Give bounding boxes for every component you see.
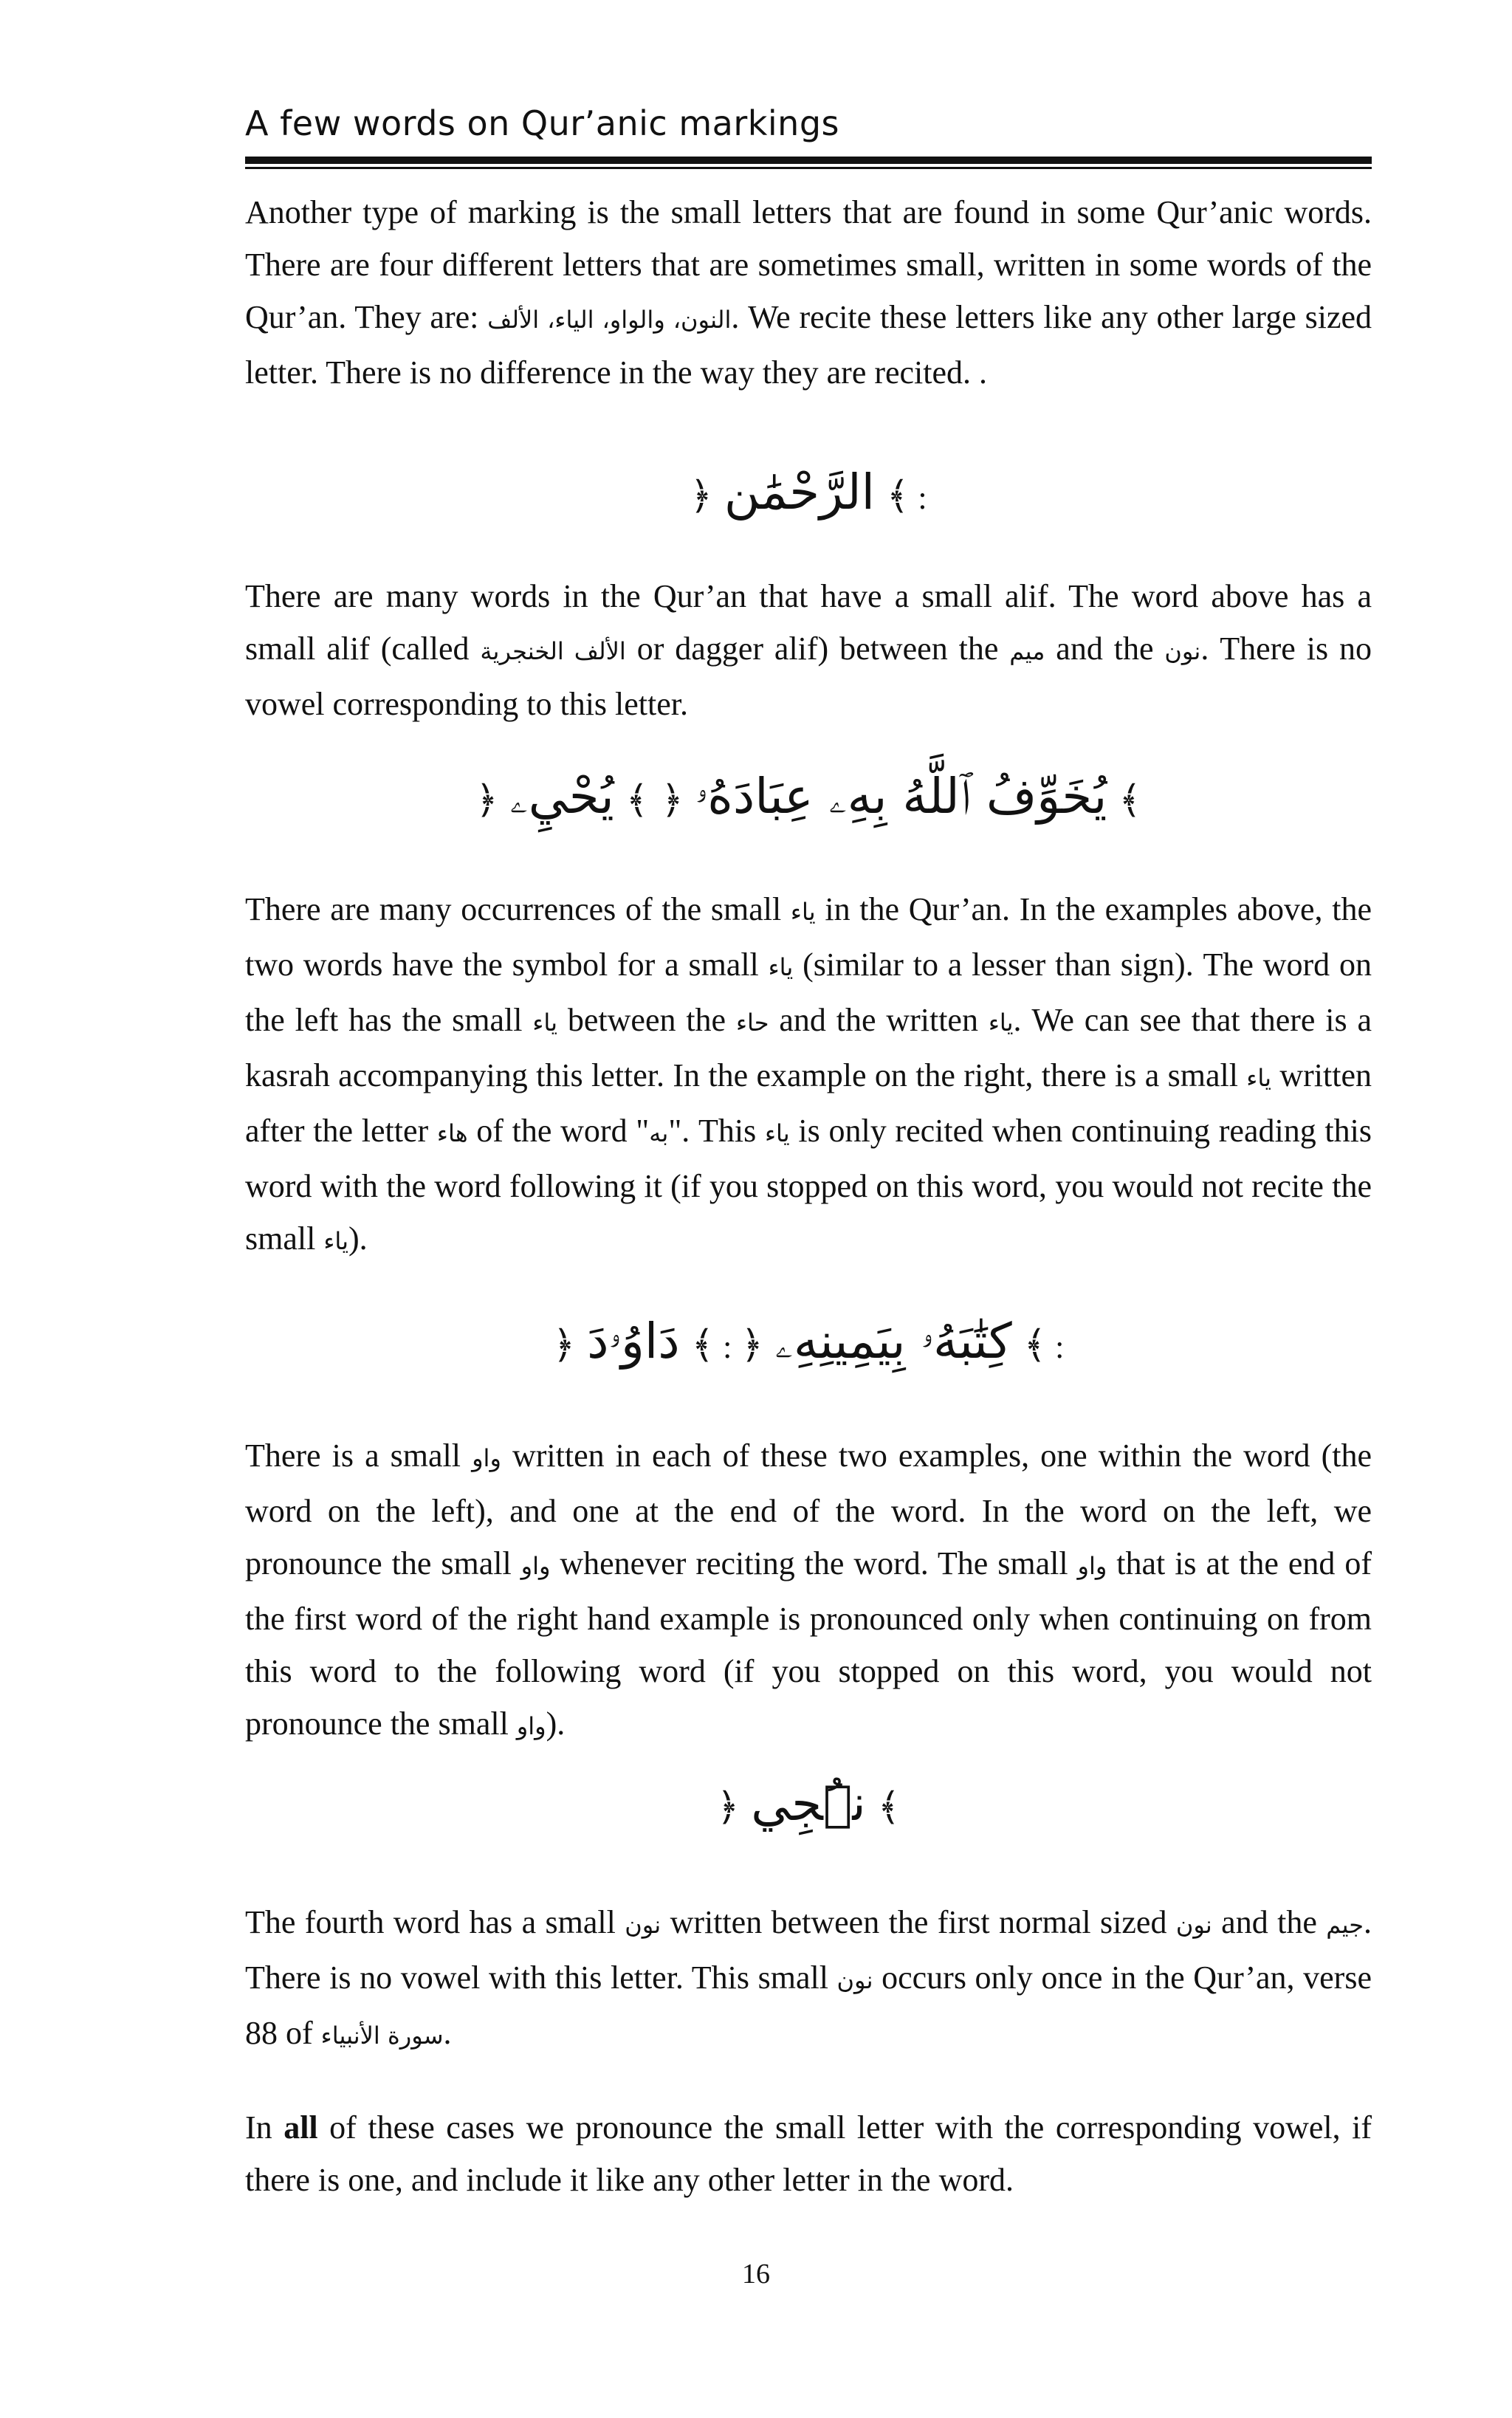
ornate-bracket-left: ﴿ [716, 1785, 740, 1830]
arabic-word: نُۨجِي [751, 1775, 866, 1832]
arabic-term: واو [1077, 1552, 1107, 1580]
paragraph-small-noon [245, 1896, 1372, 2062]
text: is only recited when continuing reading this word with the word following it (if you stopped on this word, you would not recite the small [245, 1113, 1372, 1257]
arabic-term: هاء [436, 1119, 468, 1147]
paragraph-four-small-letters [245, 186, 1372, 399]
text: Another type of marking is the small letters that are found in some Qur’anic words. There are four different letters that are sometimes small, written in some words of the Qur’an. They are: [245, 194, 1372, 335]
ornate-bracket-left: ﴿ [475, 778, 498, 822]
colon: : [1055, 1329, 1065, 1365]
text: . [443, 2015, 452, 2051]
text: There are many words in the Qur’an that have a small alif. The word above has a small alif (called [245, 578, 1372, 667]
arabic-term: ياء [768, 953, 794, 981]
paragraph-small-alif [245, 570, 1372, 730]
arabic-term: حاء [735, 1009, 769, 1037]
text: or dagger alif) between the [625, 631, 1010, 667]
arabic-term: ميم [1009, 637, 1045, 665]
arabic-letters-list: النون، والواو، الياء، الألف [487, 306, 732, 334]
page-number: 16 [742, 2259, 770, 2290]
colon: : [723, 1329, 732, 1365]
arabic-word-left: دَاوُۥدَ [587, 1313, 680, 1370]
text: ). [348, 1220, 368, 1257]
arabic-term: ياء [988, 1009, 1014, 1037]
arabic-term: ياء [1246, 1064, 1271, 1092]
ornate-bracket-left: ﴿ [552, 1323, 576, 1367]
arabic-term: ياء [532, 1009, 558, 1037]
ornate-bracket-left: ﴿ [740, 1323, 763, 1367]
page-header-title: A few words on Qur’anic markings [245, 103, 839, 143]
text: and the written [769, 1002, 989, 1038]
header-rule-thick [245, 157, 1372, 164]
text: There is a small [245, 1438, 472, 1474]
arabic-term: ياء [764, 1119, 790, 1147]
arabic-term: نون [836, 1966, 873, 1994]
text: ). [546, 1706, 566, 1742]
header-rule-thin [245, 167, 1372, 169]
paragraph-small-waw [245, 1429, 1372, 1753]
text: occurs only once in the Qur’an, verse 88 of [245, 1960, 1372, 2051]
ornate-bracket-left: ﴿ [690, 474, 712, 518]
text: In [245, 2109, 284, 2146]
text: . We recite these letters like any other large sized letter. There is no difference in the way they are recited. . [245, 299, 1372, 391]
text: and the [1212, 1904, 1327, 1940]
arabic-term: جيم [1326, 1911, 1364, 1939]
text: in the Qur’an. In the examples above, the two words have the symbol for a small [245, 891, 1372, 983]
text: There are many occurrences of the small [245, 891, 791, 927]
paragraph-small-yaa [245, 883, 1372, 1268]
example-small-waw [245, 1313, 1372, 1371]
example-small-yaa [245, 768, 1372, 826]
text: between the [557, 1002, 736, 1038]
emphasis-text: all [284, 2109, 318, 2146]
arabic-word-left: يُحْيِۦ [509, 768, 614, 825]
text: (similar to a lesser than sign). The word on the left has the small [245, 947, 1372, 1038]
arabic-term: نون [625, 1911, 662, 1939]
arabic-term: ياء [790, 898, 816, 926]
arabic-term: واو [516, 1712, 546, 1740]
example-small-noon [245, 1775, 1372, 1832]
example-arrahman [245, 464, 1372, 521]
arabic-surah-name: سورة الأنبياء [320, 2022, 444, 2050]
text: written in each of these two examples, one within the word (the word on the left), and one at the end of the word. In the word on the left, we pronounce the small [245, 1438, 1372, 1581]
ornate-bracket-right: ﴾ [877, 1785, 901, 1830]
arabic-phrase-right: كِتَٰبَهُۥ بِيَمِينِهِۦ [774, 1313, 1012, 1370]
ornate-bracket-left: ﴿ [661, 778, 684, 822]
ornate-bracket-right: ﴾ [691, 1323, 715, 1367]
ornate-bracket-right: ﴾ [886, 474, 910, 518]
arabic-term: نون [1175, 1911, 1212, 1939]
arabic-term: به [649, 1119, 669, 1147]
arabic-term: الألف الخنجرية [480, 637, 626, 665]
text: . There is no vowel corresponding to this letter. [245, 631, 1372, 722]
arabic-term: واو [472, 1444, 501, 1472]
ornate-bracket-right: ﴾ [1023, 1323, 1047, 1367]
text: of the word " [467, 1113, 650, 1149]
ornate-bracket-right: ﴾ [1118, 778, 1141, 822]
text: of these cases we pronounce the small letter with the corresponding vowel, if there is one, and include it like any other letter in the word. [245, 2109, 1372, 2198]
colon: : [918, 480, 927, 516]
arabic-term: ياء [323, 1227, 349, 1255]
text: and the [1045, 631, 1165, 667]
paragraph-summary [245, 2101, 1372, 2206]
arabic-phrase-right: يُخَوِّفُ ٱللَّهُ بِهِۦ عِبَادَهُۥ [695, 768, 1107, 825]
text: . We can see that there is a kasrah accompanying this letter. In the example on the right, there is a small [245, 1002, 1372, 1093]
text: ". This [668, 1113, 765, 1149]
text: The fourth word has a small [245, 1904, 625, 1940]
text: written between the first normal sized [661, 1904, 1176, 1940]
text: that is at the end of the first word of the right hand example is pronounced only when continuing on from this word to the following word (if you stopped on this word, you would not pronounce the small [245, 1545, 1372, 1742]
arabic-word: الرَّحْمَٰن [724, 464, 875, 521]
text: whenever reciting the word. The small [550, 1545, 1078, 1581]
ornate-bracket-right: ﴾ [625, 778, 649, 822]
arabic-term: نون [1164, 637, 1201, 665]
text: written after the letter [245, 1057, 1372, 1149]
text: . There is no vowel with this letter. This small [245, 1904, 1372, 1996]
arabic-term: واو [520, 1552, 551, 1580]
